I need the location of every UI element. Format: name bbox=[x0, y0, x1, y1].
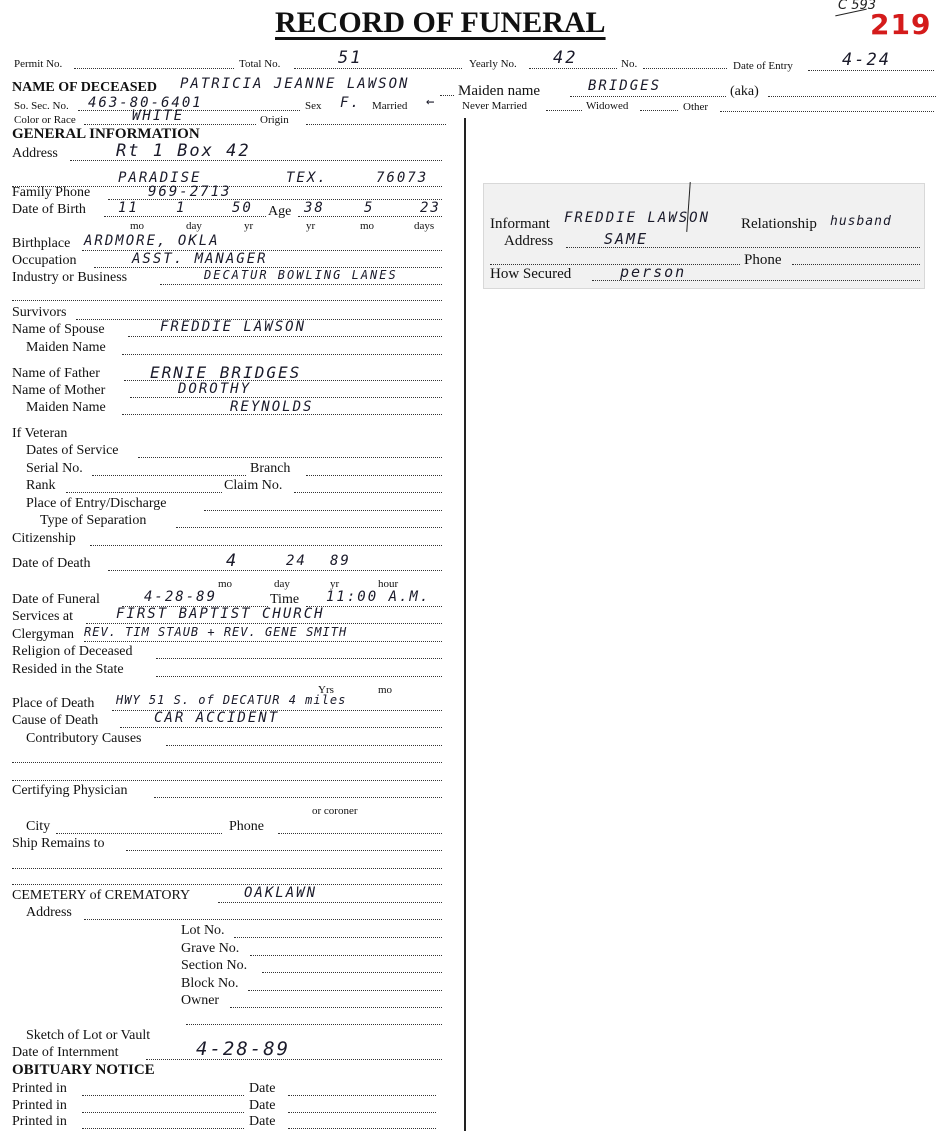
printed-in-label-1: Printed in bbox=[12, 1081, 67, 1096]
if-veteran-label: If Veteran bbox=[12, 426, 68, 441]
place-entry-discharge-label: Place of Entry/Discharge bbox=[26, 496, 167, 511]
date-of-entry-line bbox=[808, 70, 934, 71]
printed-in-label-3: Printed in bbox=[12, 1114, 67, 1129]
how-secured-value: person bbox=[620, 263, 687, 281]
block-no-line bbox=[248, 990, 442, 991]
obit-date-label-2: Date bbox=[249, 1098, 276, 1113]
industry-label: Industry or Business bbox=[12, 270, 128, 285]
place-entry-discharge-line bbox=[204, 510, 442, 511]
permit-no-line bbox=[74, 68, 234, 69]
age-months-value: 5 bbox=[364, 200, 375, 216]
age-mo-sublabel: mo bbox=[360, 220, 375, 232]
address-label: Address bbox=[12, 146, 58, 161]
sketch-of-lot-label: Sketch of Lot or Vault bbox=[26, 1028, 151, 1043]
never-married-label: Never Married bbox=[462, 100, 528, 112]
religion-label: Religion of Deceased bbox=[12, 644, 133, 659]
relationship-label: Relationship bbox=[741, 216, 817, 232]
age-label: Age bbox=[268, 204, 292, 219]
total-no-value: 51 bbox=[338, 48, 363, 68]
date-of-death-month-value: 4 bbox=[226, 551, 239, 571]
services-at-label: Services at bbox=[12, 609, 74, 624]
mother-value: DOROTHY bbox=[178, 381, 252, 397]
aka-line bbox=[768, 96, 936, 97]
survivors-label: Survivors bbox=[12, 305, 67, 320]
cause-of-death-line bbox=[120, 727, 442, 728]
physician-phone-label: Phone bbox=[229, 819, 264, 834]
never-married-line bbox=[546, 110, 582, 111]
printed-in-label-2: Printed in bbox=[12, 1098, 67, 1113]
clergyman-label: Clergyman bbox=[12, 627, 74, 642]
dob-year-value: 50 bbox=[232, 200, 253, 216]
page-number: 219 bbox=[870, 8, 932, 41]
block-no-label: Block No. bbox=[181, 976, 239, 991]
age-days-sublabel: days bbox=[414, 220, 435, 232]
ssn-value: 463-80-6401 bbox=[88, 95, 203, 111]
spouse-maiden-name-label: Maiden Name bbox=[26, 340, 106, 355]
address-zip-value: 76073 bbox=[376, 170, 429, 186]
industry-line bbox=[160, 284, 442, 285]
resided-in-state-label: Resided in the State bbox=[12, 662, 124, 677]
cemetery-address-label: Address bbox=[26, 905, 72, 920]
date-of-birth-line bbox=[104, 216, 266, 217]
type-of-separation-label: Type of Separation bbox=[40, 513, 147, 528]
yearly-no-line bbox=[529, 68, 617, 69]
name-of-deceased-label: NAME OF DECEASED bbox=[12, 80, 157, 95]
permit-no-label: Permit No. bbox=[14, 58, 63, 70]
ship-remains-line bbox=[126, 850, 442, 851]
services-at-line bbox=[86, 623, 442, 624]
obit-date-line-2 bbox=[288, 1112, 436, 1113]
address-city-value: PARADISE bbox=[118, 170, 202, 186]
cemetery-label: CEMETERY of CREMATORY bbox=[12, 888, 191, 903]
date-of-death-label: Date of Death bbox=[12, 556, 91, 571]
clergyman-line bbox=[84, 641, 442, 642]
spouse-label: Name of Spouse bbox=[12, 322, 105, 337]
citizenship-line bbox=[90, 545, 442, 546]
informant-address-line-2 bbox=[490, 264, 740, 265]
date-of-entry-value: 4-24 bbox=[842, 50, 891, 70]
widowed-label: Widowed bbox=[586, 100, 629, 112]
yearly-no-label: Yearly No. bbox=[469, 58, 517, 70]
how-secured-label: How Secured bbox=[490, 266, 572, 282]
informant-address-value: SAME bbox=[604, 230, 649, 248]
family-phone-value: 969-2713 bbox=[148, 184, 232, 200]
form-title: RECORD OF FUNERAL bbox=[275, 6, 606, 39]
serial-no-line bbox=[92, 475, 246, 476]
dates-of-service-label: Dates of Service bbox=[26, 443, 119, 458]
printed-in-line-3 bbox=[82, 1128, 244, 1129]
serial-no-label: Serial No. bbox=[26, 461, 83, 476]
informant-label: Informant bbox=[490, 216, 550, 232]
obituary-notice-heading: OBITUARY NOTICE bbox=[12, 1062, 155, 1078]
origin-label: Origin bbox=[260, 114, 289, 126]
clergyman-value: REV. TIM STAUB + REV. GENE SMITH bbox=[84, 625, 348, 639]
physician-phone-line bbox=[278, 833, 442, 834]
date-of-entry-label: Date of Entry bbox=[733, 60, 793, 72]
dob-month-value: 11 bbox=[118, 200, 139, 216]
claim-no-label: Claim No. bbox=[224, 478, 283, 493]
name-line bbox=[440, 95, 454, 96]
dob-day-sublabel: day bbox=[186, 220, 202, 232]
owner-label: Owner bbox=[181, 993, 220, 1008]
aka-label: (aka) bbox=[730, 84, 759, 99]
total-no-line bbox=[294, 68, 462, 69]
dob-yr-sublabel: yr bbox=[244, 220, 254, 232]
general-information-heading: GENERAL INFORMATION bbox=[12, 126, 200, 142]
contributory-causes-line-2 bbox=[12, 762, 442, 763]
mother-maiden-name-label: Maiden Name bbox=[26, 400, 106, 415]
mother-label: Name of Mother bbox=[12, 383, 106, 398]
name-of-deceased-value: PATRICIA JEANNE LAWSON bbox=[180, 76, 410, 92]
cemetery-line bbox=[218, 902, 442, 903]
section-no-line bbox=[262, 972, 442, 973]
ssn-label: So. Sec. No. bbox=[14, 100, 69, 112]
death-hour-sublabel: hour bbox=[378, 578, 399, 590]
sex-label: Sex bbox=[305, 100, 322, 112]
rank-line bbox=[66, 492, 222, 493]
industry-value: DECATUR BOWLING LANES bbox=[204, 268, 398, 282]
services-at-value: FIRST BAPTIST CHURCH bbox=[116, 606, 325, 622]
claim-no-line bbox=[294, 492, 442, 493]
obit-date-line-3 bbox=[288, 1128, 436, 1129]
age-days-value: 23 bbox=[420, 200, 441, 216]
family-phone-label: Family Phone bbox=[12, 185, 91, 200]
date-of-internment-label: Date of Internment bbox=[12, 1045, 119, 1060]
cemetery-address-line bbox=[84, 919, 442, 920]
certifying-physician-label: Certifying Physician bbox=[12, 783, 128, 798]
color-race-label: Color or Race bbox=[14, 114, 76, 126]
death-yr-sublabel: yr bbox=[330, 578, 340, 590]
maiden-name-line bbox=[570, 96, 726, 97]
contributory-causes-label: Contributory Causes bbox=[26, 731, 142, 746]
maiden-name-label: Maiden name bbox=[458, 83, 541, 99]
date-of-internment-value: 4-28-89 bbox=[196, 1038, 291, 1060]
no-line bbox=[643, 68, 727, 69]
total-no-label: Total No. bbox=[239, 58, 281, 70]
birthplace-label: Birthplace bbox=[12, 236, 71, 251]
relationship-value: husband bbox=[830, 214, 892, 229]
rank-label: Rank bbox=[26, 478, 56, 493]
dates-of-service-line bbox=[138, 457, 442, 458]
lot-no-label: Lot No. bbox=[181, 923, 225, 938]
ship-remains-line-2 bbox=[12, 868, 442, 869]
date-of-funeral-value: 4-28-89 bbox=[144, 589, 218, 605]
owner-line-2 bbox=[186, 1024, 442, 1025]
spouse-maiden-name-line bbox=[122, 354, 442, 355]
industry-line-2 bbox=[12, 300, 442, 301]
printed-in-line-2 bbox=[82, 1112, 244, 1113]
spouse-value: FREDDIE LAWSON bbox=[160, 319, 307, 335]
obit-date-label-1: Date bbox=[249, 1081, 276, 1096]
death-day-sublabel: day bbox=[274, 578, 290, 590]
age-yr-sublabel: yr bbox=[306, 220, 316, 232]
citizenship-label: Citizenship bbox=[12, 531, 76, 546]
sex-value: F. bbox=[340, 95, 361, 111]
grave-no-line bbox=[250, 955, 442, 956]
cause-of-death-label: Cause of Death bbox=[12, 713, 99, 728]
mother-maiden-name-value: REYNOLDS bbox=[230, 399, 314, 415]
informant-address-label: Address bbox=[504, 233, 554, 249]
cause-of-death-value: CAR ACCIDENT bbox=[154, 710, 280, 726]
color-race-line bbox=[84, 124, 256, 125]
address-value-line-1: Rt 1 Box 42 bbox=[116, 141, 251, 161]
certifying-physician-line bbox=[154, 797, 442, 798]
age-line bbox=[298, 216, 442, 217]
date-of-birth-label: Date of Birth bbox=[12, 202, 86, 217]
spouse-line bbox=[128, 336, 442, 337]
occupation-value: ASST. MANAGER bbox=[132, 251, 268, 267]
occupation-label: Occupation bbox=[12, 253, 77, 268]
no-label: No. bbox=[621, 58, 638, 70]
father-value: ERNIE BRIDGES bbox=[150, 363, 302, 382]
date-of-funeral-label: Date of Funeral bbox=[12, 592, 100, 607]
time-label: Time bbox=[270, 592, 300, 607]
ssn-line bbox=[78, 110, 300, 111]
resided-yrs-sublabel: Yrs bbox=[318, 684, 334, 696]
grave-no-label: Grave No. bbox=[181, 941, 240, 956]
ship-remains-label: Ship Remains to bbox=[12, 836, 105, 851]
widowed-line bbox=[640, 110, 678, 111]
other-label: Other bbox=[683, 101, 709, 113]
section-no-label: Section No. bbox=[181, 958, 248, 973]
religion-line bbox=[156, 658, 442, 659]
lot-no-line bbox=[234, 937, 442, 938]
cemetery-top-line bbox=[12, 884, 442, 885]
place-of-death-label: Place of Death bbox=[12, 696, 95, 711]
branch-line bbox=[306, 475, 442, 476]
date-of-death-day-value: 24 bbox=[286, 553, 307, 569]
date-of-internment-line bbox=[146, 1059, 442, 1060]
married-check-mark: ← bbox=[426, 94, 437, 110]
corner-handwritten-note: C 593 bbox=[838, 0, 877, 13]
time-value: 11:00 A.M. bbox=[326, 589, 431, 605]
type-of-separation-line bbox=[176, 527, 442, 528]
place-of-death-value: HWY 51 S. of DECATUR 4 miles bbox=[116, 693, 347, 707]
mother-line bbox=[130, 397, 442, 398]
origin-line bbox=[306, 124, 446, 125]
other-line bbox=[720, 111, 934, 112]
color-race-value: WHITE bbox=[132, 108, 185, 124]
resided-mo-sublabel: mo bbox=[378, 684, 393, 696]
resided-in-state-line bbox=[156, 676, 442, 677]
dob-mo-sublabel: mo bbox=[130, 220, 145, 232]
column-divider bbox=[464, 118, 466, 1131]
obit-date-line-1 bbox=[288, 1095, 436, 1096]
owner-line bbox=[230, 1007, 442, 1008]
contributory-causes-line-3 bbox=[12, 780, 442, 781]
city-line bbox=[56, 833, 222, 834]
married-label: Married bbox=[372, 100, 408, 112]
obit-date-label-3: Date bbox=[249, 1114, 276, 1129]
time-line bbox=[306, 606, 442, 607]
or-coroner-label: or coroner bbox=[312, 805, 358, 817]
cemetery-value: OAKLAWN bbox=[244, 885, 318, 901]
birthplace-value: ARDMORE, OKLA bbox=[84, 233, 220, 249]
city-label: City bbox=[26, 819, 51, 834]
maiden-name-value: BRIDGES bbox=[588, 78, 662, 94]
date-of-death-line bbox=[108, 570, 442, 571]
informant-phone-label: Phone bbox=[744, 252, 782, 268]
date-of-death-year-value: 89 bbox=[330, 553, 351, 569]
yearly-no-value: 42 bbox=[553, 48, 578, 68]
death-mo-sublabel: mo bbox=[218, 578, 233, 590]
branch-label: Branch bbox=[250, 461, 291, 476]
age-years-value: 38 bbox=[304, 200, 325, 216]
father-label: Name of Father bbox=[12, 366, 100, 381]
dob-day-value: 1 bbox=[176, 200, 187, 216]
address-state-value: TEX. bbox=[286, 170, 328, 186]
contributory-causes-line bbox=[166, 745, 442, 746]
informant-phone-line bbox=[792, 264, 920, 265]
printed-in-line-1 bbox=[82, 1095, 244, 1096]
informant-value: FREDDIE LAWSON bbox=[564, 210, 711, 226]
